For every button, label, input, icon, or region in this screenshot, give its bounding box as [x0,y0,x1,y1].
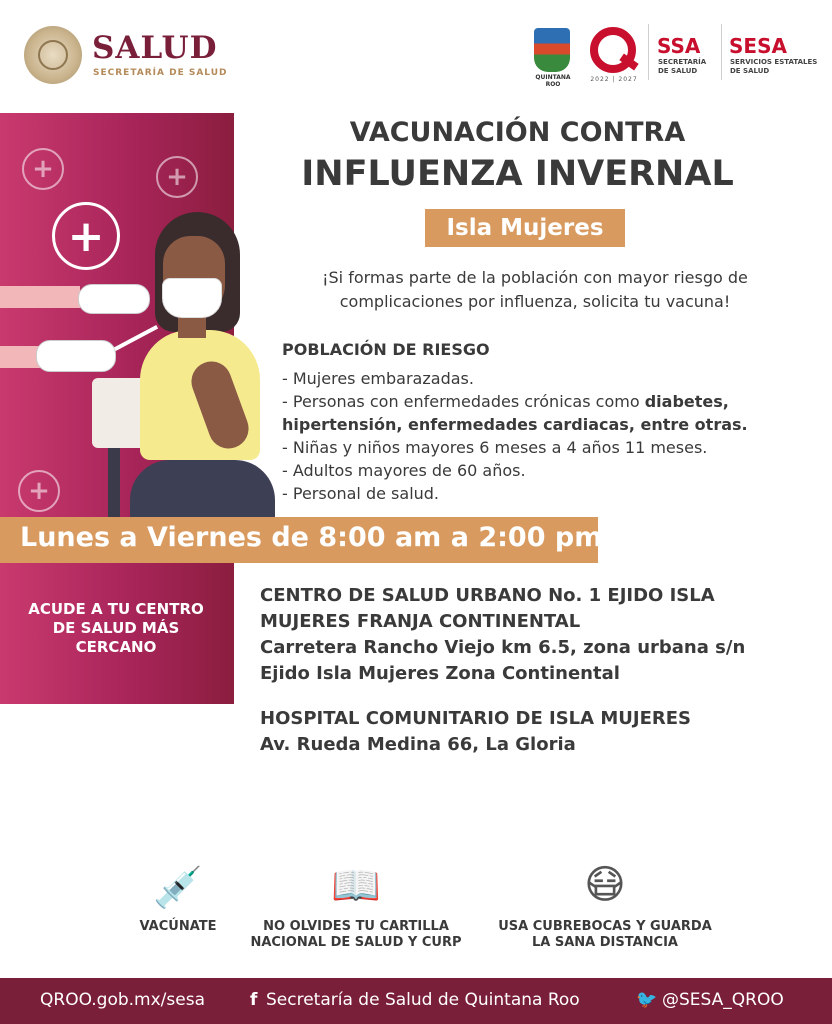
facebook-icon: f [250,990,258,1010]
nurse-glove [78,284,150,314]
location-badge: Isla Mujeres [425,209,625,247]
risk-item: - Personas con enfermedades crónicas como diabetes, [282,392,729,411]
risk-item: - Mujeres embarazadas. [282,369,474,388]
tip-cubrebocas: USA CUBREBOCAS Y GUARDA LA SANA DISTANCIA [498,919,712,950]
face-mask [162,278,222,318]
schedule-text: Lunes a Viernes de 8:00 am a 2:00 pm [20,522,603,553]
plus-icon: + [52,202,120,270]
risk-item: - Niñas y niños mayores 6 meses a 4 años 11 meses. [282,438,708,457]
q-logo-years: 2022 | 2027 [590,76,638,83]
patient-legs [130,460,275,518]
acude-message: ACUDE A TU CENTRO DE SALUD MÁS CERCANO [28,600,204,656]
risk-item: - Adultos mayores de 60 años. [282,461,526,480]
nurse-glove [36,340,116,372]
plus-icon: + [22,148,64,190]
hospital-info: HOSPITAL COMUNITARIO DE ISLA MUJERES Av. Rueda Medina 66, La Gloria [260,708,691,755]
facebook-link[interactable]: Secretaría de Salud de Quintana Roo [266,990,580,1010]
title-line-2: INFLUENZA INVERNAL [301,154,734,194]
face-mask-icon: 😷 [584,862,626,908]
mexico-seal-logo [24,26,82,84]
risk-list [282,367,817,505]
header-divider [721,24,722,80]
salud-subtitle: SECRETARÍA DE SALUD [93,68,228,78]
sesa-title: SESA [729,34,787,58]
tip-cartilla: NO OLVIDES TU CARTILLA NACIONAL DE SALUD Y CURP [250,919,462,950]
salud-title: SALUD [92,30,218,66]
tip-vacunate: VACÚNATE [139,919,217,934]
plus-icon: + [156,156,198,198]
header-divider [648,24,649,80]
nurse-sleeve [0,286,80,308]
ssa-subtitle: SECRETARÍA DE SALUD [658,58,707,75]
booklet-icon: 📖 [331,863,381,909]
intro-text: ¡Si formas parte de la población con mayor riesgo de complicaciones por influenza, solicita tu vacuna! [322,268,748,311]
health-center-info: CENTRO DE SALUD URBANO No. 1 EJIDO ISLA MUJERES FRANJA CONTINENTAL Carretera Rancho Viejo km 6.5, zona urbana s/n Ejido Isla Mujeres Zona Continental [260,585,746,684]
quintana-roo-shield-logo [534,28,570,72]
chair-post [108,448,120,518]
quintana-roo-label: QUINTANA ROO [535,74,571,88]
nurse-sleeve [0,346,40,368]
risk-item: - Personal de salud. [282,484,440,503]
title-line-1: VACUNACIÓN CONTRA [349,117,686,148]
ssa-title: SSA [657,34,701,58]
website-link[interactable]: QROO.gob.mx/sesa [40,990,205,1010]
twitter-icon: 🐦 [636,990,658,1010]
plus-icon: + [18,470,60,512]
vaccine-vials-icon: 💉 [153,865,203,911]
sesa-subtitle: SERVICIOS ESTATALES DE SALUD [730,58,818,75]
risk-item: hipertensión, enfermedades cardiacas, entre otras. [282,415,748,434]
twitter-link[interactable]: @SESA_QROO [662,990,784,1010]
risk-heading: POBLACIÓN DE RIESGO [282,340,490,359]
